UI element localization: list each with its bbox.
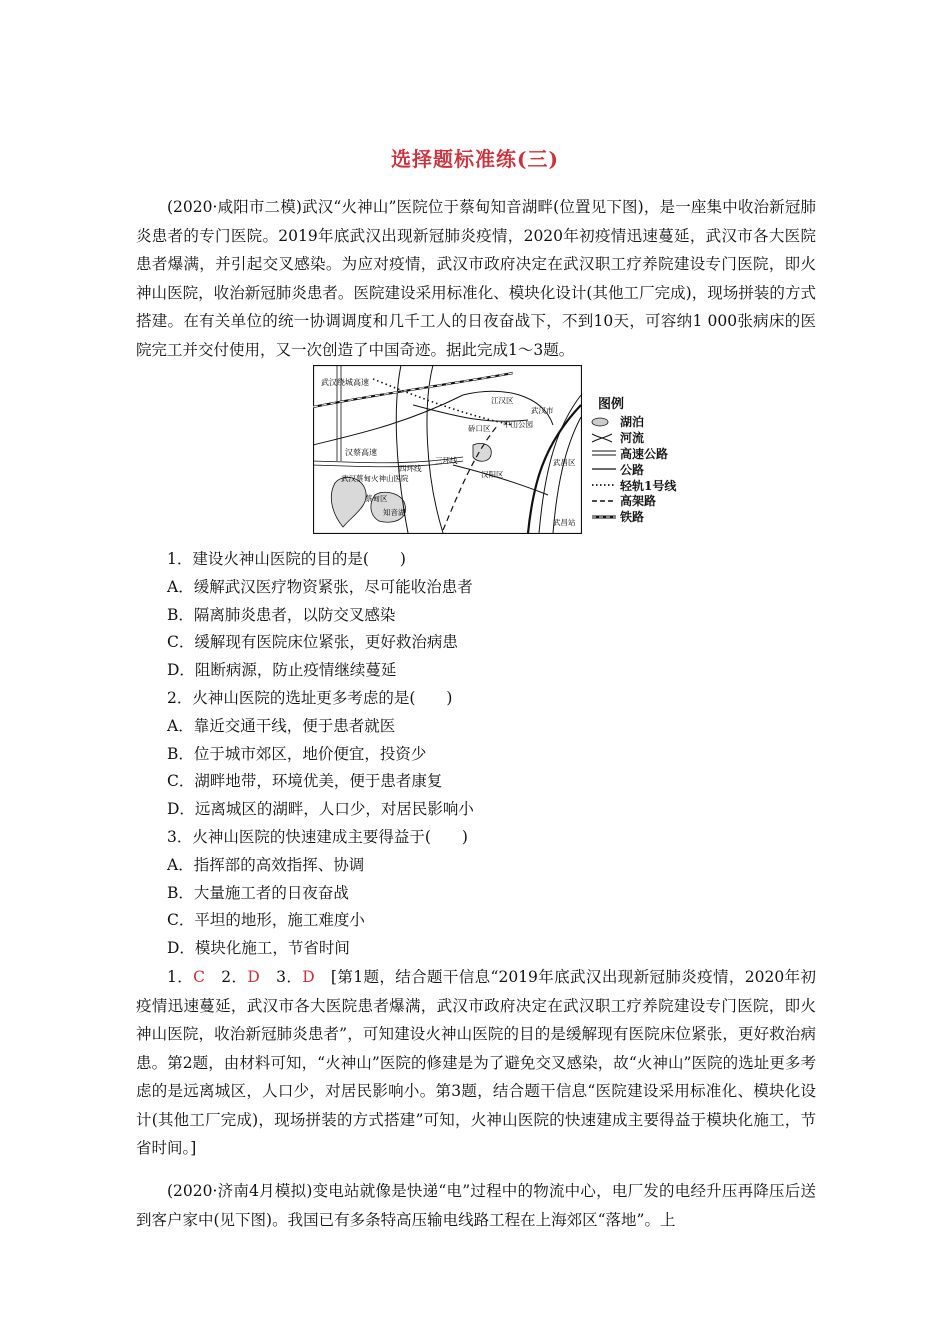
map-svg: [313, 365, 582, 534]
question-3-option-d: D．模块化施工，节省时间: [167, 939, 350, 958]
legend-item-lake: 湖泊: [590, 414, 700, 430]
railway-icon: [590, 511, 620, 523]
label-caidian: 蔡甸区: [365, 494, 388, 503]
label-wuhan-city: 武汉市: [531, 406, 554, 415]
question-2-stem: 2．火神山医院的选址更多考虑的是( ): [167, 688, 453, 707]
road-icon: [590, 463, 620, 475]
legend-item-elevated: 高架路: [590, 493, 700, 509]
legend-title: 图例: [598, 397, 625, 412]
legend-item-light-rail: 轻轨1号线: [590, 477, 700, 493]
answer-1: C: [193, 968, 206, 986]
page-title: 选择题标准练(三): [391, 147, 559, 171]
legend-item-railway: 铁路: [590, 509, 700, 525]
legend-item-expressway: 高速公路: [590, 446, 700, 462]
label-zhiyin: 知音湖: [383, 508, 406, 517]
question-2-option-d: D．远离城区的湖畔，人口少，对居民影响小: [167, 800, 474, 819]
question-3-option-b: B．大量施工者的日夜奋战: [167, 883, 349, 902]
answer-2: D: [247, 968, 260, 986]
explanation-text: [第1题，结合题干信息“2019年底武汉出现新冠肺炎疫情，2020年初疫情迅速蔓延，武汉市各大医院患者爆满，武汉市政府决定在武汉职工疗养院建设专门医院，即火神山医院，收治新冠肺炎患者”，可知建设火神山医院的目的是缓解现有医院床位紧张，更好救治病患。第2题，由材料可知，“火神山”医院的修建是为了避免交叉感染，故“火神山”医院的选址更多考虑的是远离城区，人口少，对居民影响小。第3题，结合题干信息“医院建设采用标准化、模块化设计(其他工厂完成)，现场拼装的方式搭建”可知，火神山医院的快速建成主要得益于模块化施工，节省时间。]: [136, 968, 816, 1157]
question-1-stem: 1．建设火神山医院的目的是( ): [167, 550, 406, 568]
label-wuhan-ring: 武汉绕城高速: [321, 378, 369, 387]
label-wuchang: 武昌区: [553, 458, 576, 467]
legend-item-river: 河流: [590, 430, 700, 446]
label-qiaokou: 硚口区: [468, 424, 491, 433]
river-icon: [590, 432, 620, 444]
label-hanyang: 汉阳区: [481, 470, 504, 479]
answer-3: D: [302, 968, 315, 986]
light-rail-icon: [590, 479, 620, 491]
legend-item-road: 公路: [590, 461, 700, 477]
question-3-stem: 3．火神山医院的快速建成主要得益于( ): [167, 827, 468, 846]
expressway-icon: [590, 447, 620, 459]
question-1-option-c: C．缓解现有医院床位紧张，更好救治病患: [167, 633, 458, 652]
label-wuchang-station: 武昌站: [553, 518, 576, 527]
label-ring3: 三环线: [435, 456, 458, 465]
label-jianghan: 江汉区: [491, 396, 514, 405]
elevated-road-icon: [590, 495, 620, 507]
lake-icon: [590, 416, 620, 428]
label-hancai: 汉蔡高速: [345, 448, 377, 457]
question-3-option-c: C．平坦的地形，施工难度小: [167, 911, 365, 930]
question-1-option-b: B．隔离肺炎患者，以防交叉感染: [167, 605, 396, 624]
question-1-option-a: A．缓解武汉医疗物资紧张，尽可能收治患者: [167, 577, 473, 596]
question-2-option-a: A．靠近交通干线，便于患者就医: [167, 716, 396, 735]
question-2-option-b: B．位于城市郊区，地价便宜，投资少: [167, 744, 427, 763]
map-legend: [590, 396, 700, 525]
label-ring4: 四环线: [399, 464, 422, 473]
question-2-option-c: C．湖畔地带，环境优美，便于患者康复: [167, 772, 443, 791]
question-1-option-d: D．阻断病源，防止疫情继续蔓延: [167, 661, 397, 680]
intro-paragraph-1: (2020·咸阳市二模)武汉“火神山”医院位于蔡甸知音湖畔(位置见下图)，是一座集中收治新冠肺炎患者的专门医院。2019年底武汉出现新冠肺炎疫情，2020年初疫情迅速蔓延，武汉市各大医院患者爆满，并引起交叉感染。为应对疫情，武汉市政府决定在武汉职工疗养院建设专门医院，即火神山医院，收治新冠肺炎患者。医院建设采用标准化、模块化设计(其他工厂完成)，现场拼装的方式搭建。在有关单位的统一协调调度和几千工人的日夜奋战下，不到10天，可容纳1 000张病床的医院完工并交付使用，又一次创造了中国奇迹。据此完成1～3题。: [136, 198, 816, 359]
label-zhongshan: 中山公园: [503, 420, 533, 429]
questions: [136, 546, 816, 963]
question-3-option-a: A．指挥部的高效指挥、协调: [167, 855, 365, 874]
wuhan-map-figure: [313, 365, 582, 534]
label-huoshenshan: 武汉蔡甸火神山医院: [341, 474, 409, 483]
intro-paragraph-2: (2020·济南4月模拟)变电站就像是快递“电”过程中的物流中心，电厂发的电经升压再降压后送到客户家中(见下图)。我国已有多条特高压输电线路工程在上海郊区“落地”。上: [136, 1182, 816, 1229]
answer-explanation: 1．C 2．D 3．D [第1题，结合题干信息“2019年底武汉出现新冠肺炎疫情，2020年初疫情迅速蔓延，武汉市各大医院患者爆满，武汉市政府决定在武汉职工疗养院建设专门医院，即火神山医院，收治新冠肺炎患者”，可知建设火神山医院的目的是缓解现有医院床位紧张，更好救治病患。第2题，由材料可知，“火神山”医院的修建是为了避免交叉感染，故“火神山”医院的选址更多考虑的是远离城区，人口少，对居民影响小。第3题，结合题干信息“医院建设采用标准化、模块化设计(其他工厂完成)，现场拼装的方式搭建”可知，火神山医院的快速建成主要得益于模块化施工，节省时间。]: [136, 968, 816, 1157]
